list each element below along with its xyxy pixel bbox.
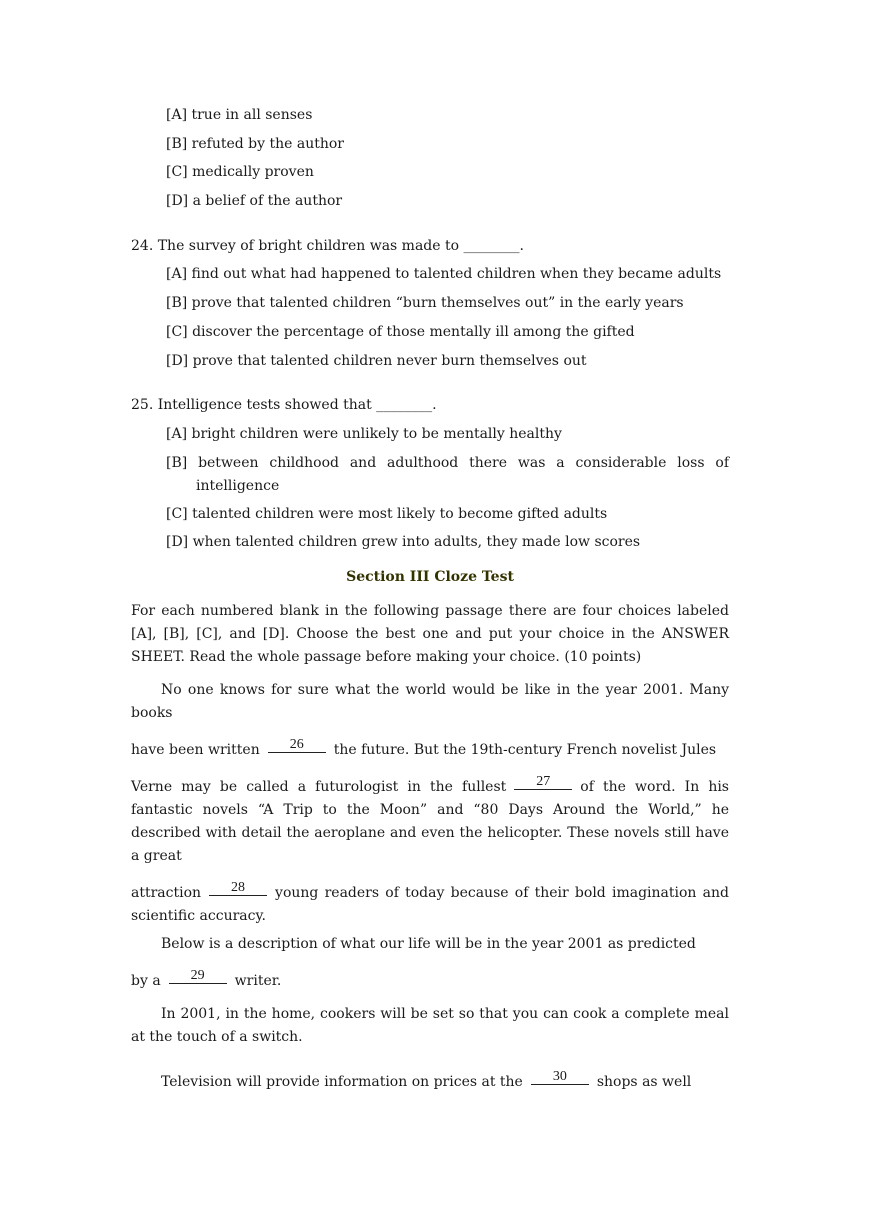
section-title: Section III Cloze Test <box>346 568 514 585</box>
passage-line: attraction 28 young readers of today because of their bold imagination and scientific accuracy. <box>131 879 729 924</box>
option-b: [B] refuted by the author <box>166 135 344 152</box>
blank-28[interactable]: 28 <box>209 881 267 896</box>
option-c: [C] discover the percentage of those mentally ill among the gifted <box>166 323 635 340</box>
blank-30[interactable]: 30 <box>531 1070 589 1085</box>
question-24 <box>131 235 729 378</box>
passage-paragraph-2: Below is a description of what our life will be in the year 2001 as predicted <box>161 935 696 952</box>
option-a: [A] bright children were unlikely to be mentally healthy <box>166 425 562 442</box>
instructions: For each numbered blank in the following passage there are four choices labeled [A], [B], [C], and [D]. Choose the best one and put your choice in the ANSWER SHEET. Read the whole passage before making your choice. (10 points) <box>131 602 729 665</box>
question-23-options <box>131 104 729 219</box>
blank-26[interactable]: 26 <box>268 738 326 753</box>
option-d: [D] prove that talented children never burn themselves out <box>166 352 587 369</box>
option-c: [C] talented children were most likely to become gifted adults <box>166 505 608 522</box>
passage-line: Verne may be called a futurologist in the fullest 27 of the word. In his fantastic novels “A Trip to the Moon” and “80 Days Around the World,” he described with detail the aeroplane and even the helicopter. These novels still have a great <box>131 773 729 864</box>
option-c: [C] medically proven <box>166 164 314 181</box>
question-stem: 25. Intelligence tests showed that ________. <box>131 397 437 414</box>
option-d: [D] a belief of the author <box>166 193 343 210</box>
passage-line: by a 29 writer. <box>131 967 282 989</box>
option-b: [B] between childhood and adulthood there was a considerable loss of intelligence <box>166 454 729 494</box>
option-b: [B] prove that talented children “burn themselves out” in the early years <box>166 295 684 312</box>
option-d: [D] when talented children grew into adults, they made low scores <box>166 534 641 551</box>
option-a: [A] true in all senses <box>166 107 313 123</box>
option-a: [A] find out what had happened to talented children when they became adults <box>166 266 722 283</box>
question-25 <box>131 394 729 560</box>
passage-paragraph-1: No one knows for sure what the world would be like in the year 2001. Many books <box>131 681 729 721</box>
exam-page <box>131 104 729 1094</box>
question-stem: 24. The survey of bright children was made to ________. <box>131 237 524 254</box>
blank-27[interactable]: 27 <box>514 775 572 790</box>
blank-29[interactable]: 29 <box>169 969 227 984</box>
passage-paragraph-4: Television will provide information on prices at the 30 shops as well <box>161 1068 692 1090</box>
passage-paragraph-3: In 2001, in the home, cookers will be set so that you can cook a complete meal at the touch of a switch. <box>131 1005 729 1045</box>
passage-line: have been written 26 the future. But the 19th-century French novelist Jules <box>131 736 717 758</box>
